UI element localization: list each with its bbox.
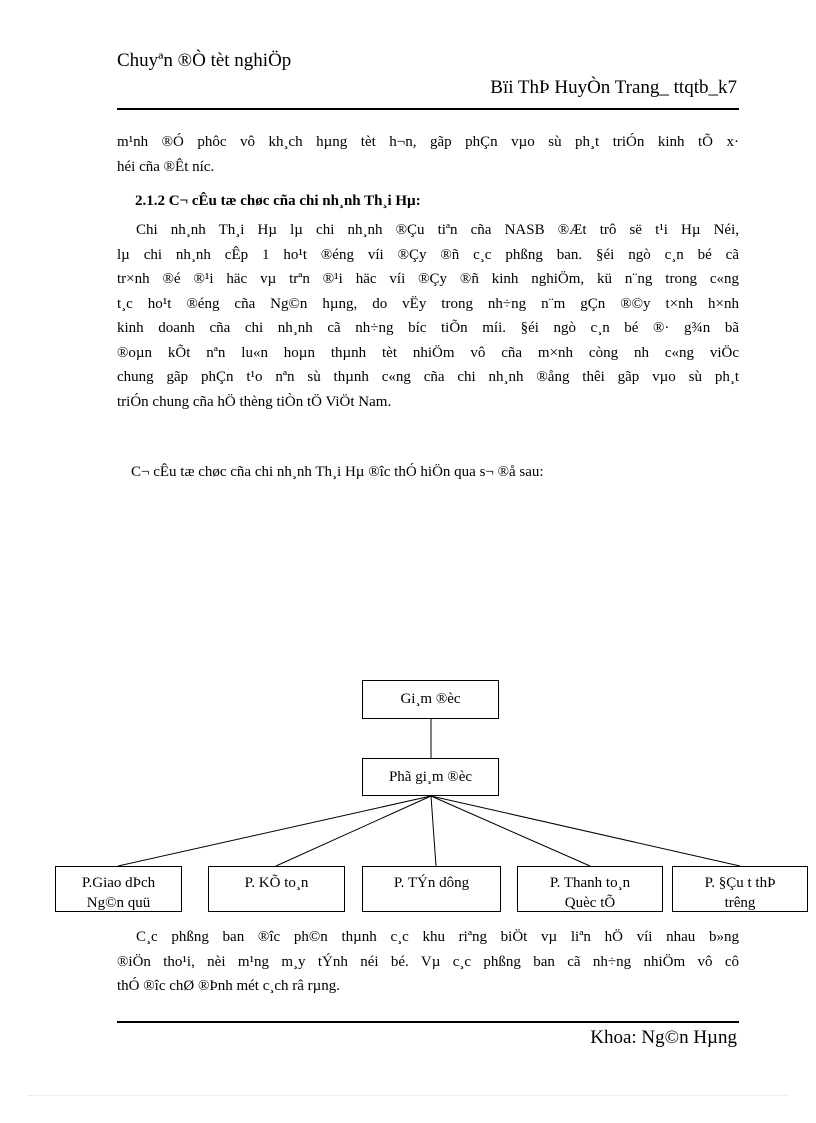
paragraph-1	[117, 130, 739, 179]
footer-rule	[117, 1021, 739, 1023]
paragraph-2	[117, 218, 739, 414]
paragraph-1-line-2: héi cña ®Êt níc.	[117, 158, 215, 175]
page-bottom-dotted-divider	[28, 1095, 788, 1096]
paragraph-2-line-8: triÓn chung cña hÖ thèng tiÒn tÖ ViÖt Nam.	[117, 393, 392, 410]
header-author: Bïi ThÞ HuyÒn Trang_ ttqtb_k7	[490, 77, 737, 98]
header-document-title: Chuyªn ®Ò tèt nghiÖp	[117, 50, 292, 71]
org-box-dept-transactions-line-2: Ng©n quü	[86, 895, 151, 911]
paragraph-3-line-3: thÓ ®îc chØ ®Þnh mét c¸ch râ rµng.	[117, 978, 341, 994]
org-box-dept-transactions	[55, 866, 182, 912]
org-box-deputy-director-label: Phã gi¸m ®èc	[388, 769, 473, 785]
connector-deputy-dept-5	[431, 796, 740, 866]
org-box-deputy-director	[362, 758, 499, 796]
paragraph-3-line-1: C¸c phßng ban ®îc ph©n thµnh c¸c khu riªng biÖt vµ liªn hÖ víi nhau b»ng	[136, 929, 739, 945]
connector-deputy-dept-4	[431, 796, 590, 866]
org-box-dept-accounting-line-1: P. KÕ to¸n	[244, 875, 309, 891]
footer-department: Khoa: Ng©n Hµng	[590, 1027, 737, 1048]
org-box-dept-market-investment-line-1: P. §Çu t thÞ	[704, 875, 776, 891]
paragraph-3	[117, 925, 739, 999]
paragraph-1-line-1: m¹nh ®Ó phôc vô kh¸ch hµng tèt h¬n, gãp phÇn vµo sù ph¸t triÓn kinh tÕ x·	[117, 134, 739, 150]
paragraph-3-line-2: ®iÖn tho¹i, nèi m¹ng m¸y tÝnh néi bé. Vµ c¸c phßng ban cã nh÷ng nhiÖm vô cô	[117, 953, 739, 970]
org-box-dept-transactions-line-1: P.Giao dÞch	[81, 875, 156, 891]
connector-deputy-dept-1	[118, 796, 431, 866]
paragraph-2-line-6: ®oµn kÕt nªn lu«n hoµn thµnh tèt nhiÖm vô cña m×nh còng nh c«ng viÖc	[117, 344, 739, 361]
diagram-intro: C¬ cÊu tæ chøc cña chi nh¸nh Th¸i Hµ ®îc thÓ hiÖn qua s¬ ®å sau:	[131, 464, 544, 480]
header-rule	[117, 108, 739, 110]
org-box-dept-market-investment-line-2: trêng	[724, 895, 756, 911]
org-box-dept-intl-payment	[517, 866, 663, 912]
paragraph-2-line-3: tr×nh ®é ®¹i häc vµ trªn ®¹i häc víi ®Çy ®ñ kinh nghiÖm, kü n¨ng trong c«ng	[117, 271, 739, 287]
paragraph-2-line-7: chung gãp phÇn t¹o nªn sù thµnh c«ng cña chi nh¸nh ®ång thêi gãp vµo sù ph¸t	[117, 369, 739, 385]
paragraph-2-line-1: Chi nh¸nh Th¸i Hµ lµ chi nh¸nh ®Çu tiªn cña NASB ®Æt trô së t¹i Hµ Néi,	[136, 222, 739, 238]
org-box-director-label: Gi¸m ®èc	[400, 691, 461, 707]
org-box-director	[362, 680, 499, 719]
org-box-dept-credit	[362, 866, 501, 912]
paragraph-2-line-2: lµ chi nh¸nh cÊp 1 ho¹t ®éng víi ®Çy ®ñ c¸c phßng ban. §éi ngò c¸n bé cã	[117, 246, 739, 263]
org-box-dept-market-investment	[672, 866, 808, 912]
paragraph-2-line-4: t¸c ho¹t ®éng cña Ng©n hµng, do vËy trong nh÷ng n¨m gÇn ®©y t×nh h×nh	[117, 295, 739, 312]
org-box-dept-intl-payment-line-2: Quèc tÕ	[564, 895, 616, 911]
paragraph-2-line-5: kinh doanh cña chi nh¸nh cã nh÷ng bíc tiÕn míi. §éi ngò c¸n bé ®· g¾n bã	[117, 320, 739, 336]
org-box-dept-intl-payment-line-1: P. Thanh to¸n	[549, 875, 631, 891]
org-box-dept-credit-line-1: P. TÝn dông	[393, 875, 470, 891]
section-heading: 2.1.2 C¬ cÊu tæ chøc cña chi nh¸nh Th¸i Hµ:	[135, 193, 421, 209]
connector-deputy-dept-2	[276, 796, 431, 866]
connector-deputy-dept-3	[431, 796, 436, 866]
org-box-dept-accounting	[208, 866, 345, 912]
